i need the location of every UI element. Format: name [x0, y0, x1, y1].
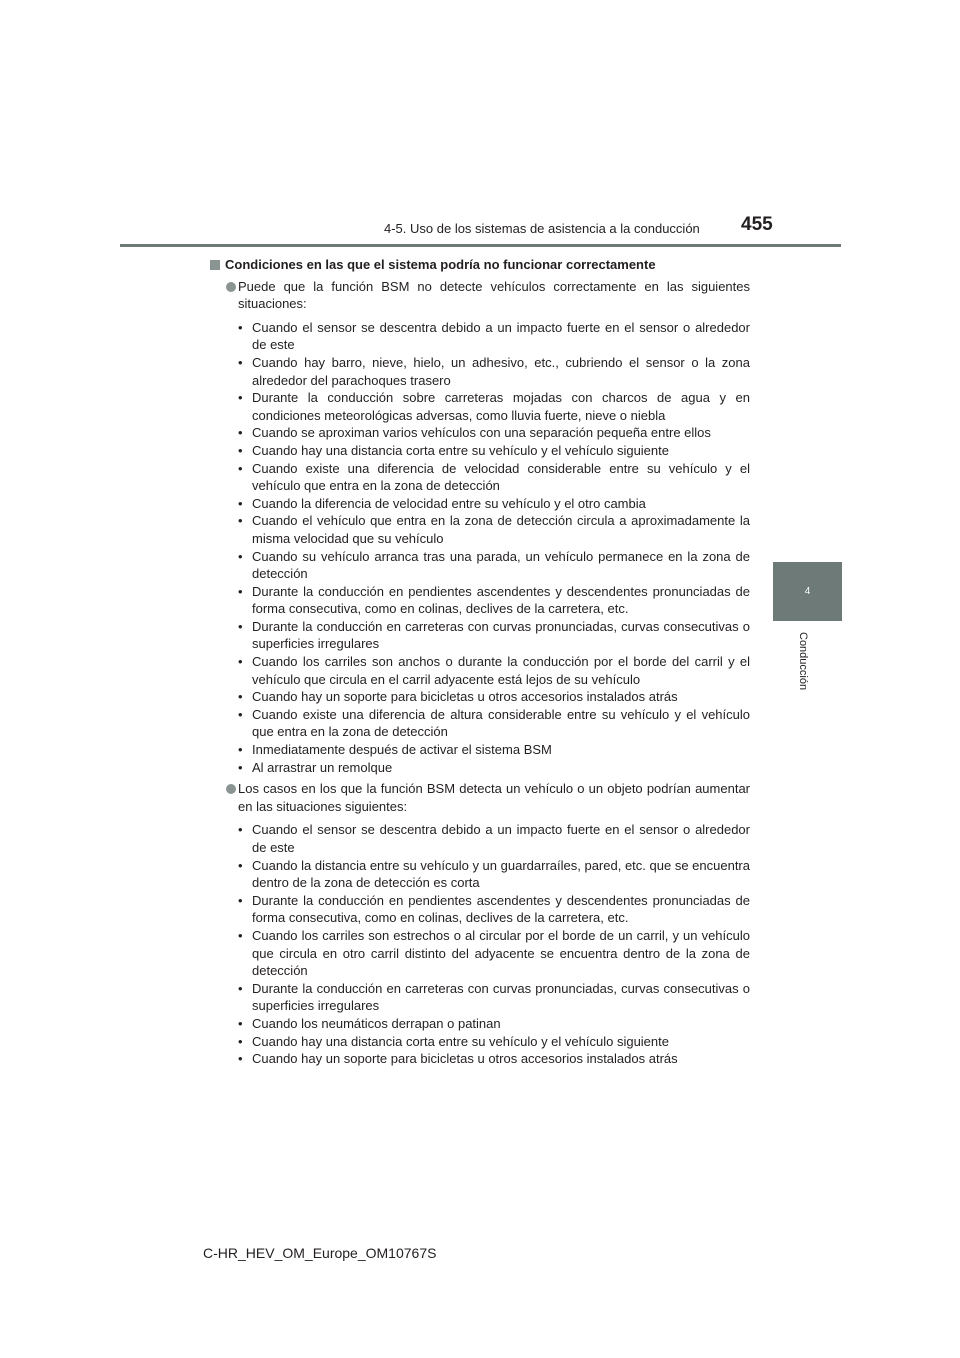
section-heading: [210, 256, 750, 274]
page-number: 455: [741, 214, 773, 235]
section-heading-text: Condiciones en las que el sistema podría no funcionar correctamente: [225, 257, 656, 272]
list-item: • Cuando la distancia entre su vehículo y un guardarraíles, pared, etc. que se encuentra dentro de la zona de detección es corta: [238, 857, 750, 891]
round-bullet-icon: [226, 282, 236, 292]
list-item: • Cuando la diferencia de velocidad entre su vehículo y el otro cambia: [238, 495, 646, 511]
section-title: 4-5. Uso de los sistemas de asistencia a la conducción: [384, 221, 700, 236]
list-item: • Cuando se aproximan varios vehículos con una separación pequeña entre ellos: [238, 425, 711, 441]
list-item: • Cuando los carriles son anchos o durante la conducción por el borde del carril y el vehículo que circula en el carril adyacente está lejos de su vehículo: [238, 654, 750, 687]
list-item: • Cuando existe una diferencia de velocidad considerable entre su vehículo y el vehículo que entra en la zona de detección: [238, 460, 750, 494]
situation-list: [210, 319, 750, 776]
document-code: C-HR_HEV_OM_Europe_OM10767S: [203, 1245, 437, 1261]
list-item: • Cuando el vehículo que entra en la zona de detección circula a aproximadamente la misma velocidad que su vehículo: [238, 513, 750, 546]
list-item: • Cuando hay un soporte para bicicletas u otros accesorios instalados atrás: [238, 689, 678, 705]
list-item: • Cuando hay barro, nieve, hielo, un adhesivo, etc., cubriendo el sensor o la zona alrededor del parachoques trasero: [238, 354, 750, 388]
square-bullet-icon: [210, 260, 220, 270]
condition-block-2: [210, 780, 750, 1068]
chapter-label-text: Conducción: [797, 632, 809, 691]
list-item: • Cuando el sensor se descentra debido a un impacto fuerte en el sensor o alrededor de este: [238, 822, 750, 855]
list-item: • Cuando hay una distancia corta entre su vehículo y el vehículo siguiente: [238, 1033, 669, 1049]
situation-list: [210, 821, 750, 1067]
list-item: • Inmediatamente después de activar el sistema BSM: [238, 742, 552, 758]
list-item: • Durante la conducción en pendientes ascendentes y descendentes pronunciadas de forma consecutiva, como en colinas, declives de la carretera, etc.: [238, 583, 750, 617]
list-item: • Durante la conducción en carreteras con curvas pronunciadas, curvas consecutivas o superficies irregulares: [238, 980, 750, 1014]
list-item: • Cuando los neumáticos derrapan o patinan: [238, 1015, 501, 1031]
header-divider: [120, 244, 841, 247]
block-intro: [210, 278, 750, 313]
list-item: • Cuando el sensor se descentra debido a un impacto fuerte en el sensor o alrededor de este: [238, 319, 750, 353]
list-item: • Al arrastrar un remolque: [238, 759, 393, 775]
list-item: • Cuando existe una diferencia de altura considerable entre su vehículo y el vehículo que entra en la zona de detección: [238, 706, 750, 740]
main-content: [210, 256, 750, 1068]
list-item: • Cuando hay una distancia corta entre su vehículo y el vehículo siguiente: [238, 442, 669, 458]
block-intro-text: Puede que la función BSM no detecte vehículos correctamente en las siguientes situaciones:: [238, 278, 750, 312]
chapter-tab[interactable]: [773, 562, 842, 621]
list-item: • Cuando hay un soporte para bicicletas u otros accesorios instalados atrás: [238, 1051, 678, 1067]
list-item: • Durante la conducción en carreteras con curvas pronunciadas, curvas consecutivas o superficies irregulares: [238, 618, 750, 652]
list-item: • Durante la conducción sobre carreteras mojadas con charcos de agua y en condiciones meteorológicas adversas, como lluvia fuerte, nieve o niebla: [238, 390, 750, 423]
condition-block-1: [210, 278, 750, 777]
chapter-label: [797, 632, 811, 702]
round-bullet-icon: [226, 784, 236, 794]
block-intro: [210, 780, 750, 815]
chapter-number: 4: [804, 586, 811, 597]
list-item: • Cuando los carriles son estrechos o al circular por el borde de un carril, y un vehículo que circula en otro carril distinto del adyacente se encuentra dentro de la zona de detección: [238, 927, 750, 979]
list-item: • Durante la conducción en pendientes ascendentes y descendentes pronunciadas de forma consecutiva, como en colinas, declives de la carretera, etc.: [238, 892, 750, 926]
list-item: • Cuando su vehículo arranca tras una parada, un vehículo permanece en la zona de detección: [238, 548, 750, 582]
block-intro-text: Los casos en los que la función BSM detecta un vehículo o un objeto podrían aumentar en las situaciones siguientes:: [238, 781, 750, 814]
